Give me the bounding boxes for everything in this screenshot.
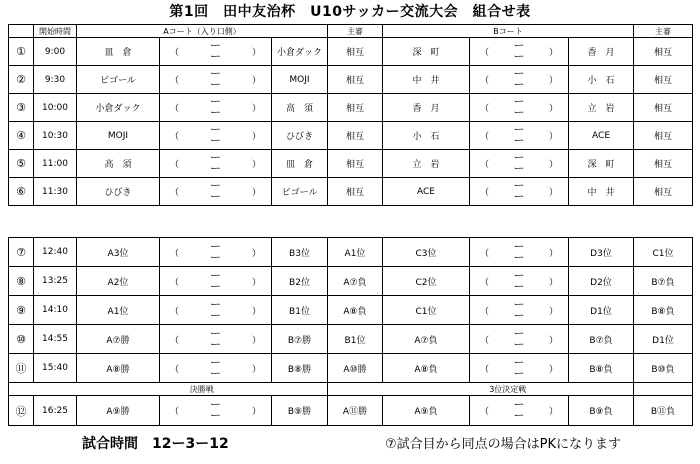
match-number: ⑪ — [9, 354, 34, 383]
b-court-team-2: 小 石 — [569, 66, 634, 94]
score-dash: ー — [210, 78, 221, 91]
a-court-score — [160, 94, 272, 122]
header-referee-a: 主審 — [328, 25, 383, 38]
start-time: 14:10 — [34, 296, 77, 325]
b-court-referee: 相互 — [634, 150, 693, 178]
score-box — [160, 355, 271, 380]
score-box — [470, 151, 568, 175]
start-time: 10:00 — [34, 94, 77, 122]
b-court-team-2: D3位 — [569, 238, 634, 267]
b-court-team-2: D1位 — [569, 296, 634, 325]
a-court-team-2: 皿 倉 — [272, 150, 328, 178]
a-court-team-2: B⑧勝 — [272, 354, 328, 383]
score-open: （ — [170, 48, 180, 58]
score-open: （ — [170, 132, 180, 142]
score-dash: ー — [513, 337, 525, 351]
score-dash: ー — [513, 78, 525, 91]
match-number: ③ — [9, 94, 34, 122]
score-open: （ — [480, 306, 490, 317]
score-box — [160, 398, 271, 422]
score-dash: ー — [513, 50, 525, 63]
score-dash: ー — [210, 50, 221, 63]
third-place-label: 3位決定戦 — [383, 383, 634, 396]
score-box — [470, 67, 568, 91]
start-time: 11:00 — [34, 150, 77, 178]
score-open: （ — [480, 76, 490, 86]
schedule-table-finals — [8, 237, 693, 426]
score-open: （ — [170, 188, 180, 198]
score-dash: ー — [513, 279, 525, 293]
a-court-team-1: MOJI — [77, 122, 160, 150]
score-close: ） — [549, 188, 559, 198]
b-court-team-1: A⑨負 — [383, 396, 470, 426]
b-court-score — [470, 150, 569, 178]
score-close: ） — [251, 160, 261, 170]
score-close: ） — [549, 76, 559, 86]
score-dash: ー — [210, 250, 221, 264]
a-court-score — [160, 66, 272, 94]
a-court-score — [160, 396, 272, 426]
score-dash: ー — [210, 123, 221, 136]
score-dash: ー — [513, 326, 525, 340]
score-open: （ — [170, 364, 180, 375]
a-court-team-2: B⑦勝 — [272, 325, 328, 354]
score-dash: ー — [513, 190, 525, 203]
header-blank — [9, 25, 34, 38]
b-court-referee: 相互 — [634, 122, 693, 150]
b-court-referee: C1位 — [634, 238, 693, 267]
score-dash: ー — [210, 134, 221, 147]
score-box — [470, 355, 568, 380]
score-dash: ー — [210, 95, 221, 108]
b-court-score — [470, 325, 569, 354]
score-dash: ー — [210, 308, 221, 322]
score-close: ） — [549, 160, 559, 170]
score-dash: ー — [513, 106, 525, 119]
score-open: （ — [480, 160, 490, 170]
final-match-row — [9, 396, 693, 426]
score-box — [470, 95, 568, 119]
b-court-score — [470, 66, 569, 94]
a-court-team-2: 小倉ダック — [272, 38, 328, 66]
b-court-team-2: 深 町 — [569, 150, 634, 178]
match-row — [9, 267, 693, 296]
match-row — [9, 38, 693, 66]
b-court-team-1: C2位 — [383, 267, 470, 296]
score-close: ） — [251, 277, 261, 288]
score-dash: ー — [513, 67, 525, 80]
score-dash: ー — [513, 134, 525, 147]
score-dash: ー — [513, 250, 525, 264]
a-court-team-1: 小倉ダック — [77, 94, 160, 122]
score-open: （ — [170, 160, 180, 170]
a-court-referee: 相互 — [328, 38, 383, 66]
b-court-team-1: C1位 — [383, 296, 470, 325]
score-box — [470, 179, 568, 203]
b-court-team-1: ACE — [383, 178, 470, 206]
a-court-referee: 相互 — [328, 122, 383, 150]
score-dash: ー — [513, 39, 525, 52]
header-a-court: Aコート（入り口側） — [77, 25, 328, 38]
b-court-referee: D1位 — [634, 325, 693, 354]
score-dash: ー — [210, 179, 221, 192]
a-court-team-2: ひびき — [272, 122, 328, 150]
a-court-team-1: A1位 — [77, 296, 160, 325]
a-court-score — [160, 38, 272, 66]
score-box — [470, 239, 568, 264]
score-box — [160, 67, 271, 91]
finals-rows — [9, 238, 693, 383]
match-row — [9, 66, 693, 94]
start-time: 13:25 — [34, 267, 77, 296]
score-box — [470, 39, 568, 63]
score-box — [470, 268, 568, 293]
match-number: ⑤ — [9, 150, 34, 178]
a-court-referee: A⑩勝 — [328, 354, 383, 383]
a-court-team-1: A⑧勝 — [77, 354, 160, 383]
score-box — [160, 297, 271, 322]
a-court-referee: 相互 — [328, 66, 383, 94]
score-dash: ー — [210, 39, 221, 52]
score-dash: ー — [210, 409, 221, 422]
score-dash: ー — [513, 162, 525, 175]
a-court-score — [160, 325, 272, 354]
a-court-team-2: 高 須 — [272, 94, 328, 122]
score-open: （ — [170, 104, 180, 114]
score-open: （ — [480, 407, 490, 417]
b-court-team-1: 香 月 — [383, 94, 470, 122]
b-court-score — [470, 238, 569, 267]
b-court-score — [470, 296, 569, 325]
b-court-referee: B⑩負 — [634, 354, 693, 383]
b-court-referee: 相互 — [634, 94, 693, 122]
a-court-team-2: B3位 — [272, 238, 328, 267]
a-court-team-2: B1位 — [272, 296, 328, 325]
score-close: ） — [251, 306, 261, 317]
score-dash: ー — [210, 355, 221, 369]
b-court-team-1: A⑦負 — [383, 325, 470, 354]
b-court-referee: 相互 — [634, 66, 693, 94]
score-dash: ー — [210, 106, 221, 119]
score-dash: ー — [210, 366, 221, 380]
header-b-court: Bコート — [383, 25, 634, 38]
score-box — [160, 179, 271, 203]
a-court-referee: 相互 — [328, 94, 383, 122]
b-court-score — [470, 122, 569, 150]
match-row — [9, 150, 693, 178]
group-stage-rows — [9, 38, 693, 206]
b-court-team-2: B⑦負 — [569, 325, 634, 354]
score-close: ） — [251, 104, 261, 114]
score-box — [160, 239, 271, 264]
b-court-team-1: 小 石 — [383, 122, 470, 150]
match-row — [9, 122, 693, 150]
score-box — [160, 123, 271, 147]
match-row — [9, 238, 693, 267]
score-dash: ー — [513, 268, 525, 282]
a-court-team-1: 皿 倉 — [77, 38, 160, 66]
start-time: 9:30 — [34, 66, 77, 94]
score-close: ） — [548, 335, 558, 346]
b-court-score — [470, 178, 569, 206]
score-box — [160, 326, 271, 351]
match-number: ② — [9, 66, 34, 94]
score-dash: ー — [210, 268, 221, 282]
match-row — [9, 354, 693, 383]
score-dash: ー — [513, 123, 525, 136]
a-court-referee: A⑦負 — [328, 267, 383, 296]
a-court-score — [160, 354, 272, 383]
score-close: ） — [548, 364, 558, 375]
a-court-score — [160, 178, 272, 206]
match-row — [9, 94, 693, 122]
start-time: 12:40 — [34, 238, 77, 267]
score-close: ） — [251, 248, 261, 259]
score-close: ） — [251, 132, 261, 142]
a-court-team-1: ひびき — [77, 178, 160, 206]
start-time: 14:55 — [34, 325, 77, 354]
score-dash: ー — [513, 398, 525, 411]
b-court-team-2: ACE — [569, 122, 634, 150]
match-number: ⑥ — [9, 178, 34, 206]
final-label-row — [9, 383, 693, 396]
score-open: （ — [480, 132, 490, 142]
match-row — [9, 296, 693, 325]
score-dash: ー — [210, 190, 221, 203]
score-dash: ー — [210, 67, 221, 80]
a-court-referee: A⑪勝 — [328, 396, 383, 426]
a-court-score — [160, 267, 272, 296]
a-court-team-1: ビゴール — [77, 66, 160, 94]
start-time: 15:40 — [34, 354, 77, 383]
match-number: ④ — [9, 122, 34, 150]
score-dash: ー — [513, 297, 525, 311]
a-court-referee: A⑧負 — [328, 296, 383, 325]
score-open: （ — [480, 248, 490, 259]
score-dash: ー — [210, 297, 221, 311]
b-court-team-2: 中 井 — [569, 178, 634, 206]
match-row — [9, 178, 693, 206]
b-court-score — [470, 396, 569, 426]
a-court-team-2: MOJI — [272, 66, 328, 94]
match-number: ⑧ — [9, 267, 34, 296]
score-dash: ー — [513, 151, 525, 164]
score-close: ） — [549, 48, 559, 58]
a-court-referee: 相互 — [328, 178, 383, 206]
score-close: ） — [549, 104, 559, 114]
b-court-team-2: D2位 — [569, 267, 634, 296]
score-box — [160, 268, 271, 293]
header-referee-b: 主審 — [634, 25, 693, 38]
score-dash: ー — [210, 398, 221, 411]
score-box — [160, 39, 271, 63]
score-dash: ー — [513, 308, 525, 322]
score-box — [470, 326, 568, 351]
score-dash: ー — [513, 95, 525, 108]
score-dash: ー — [513, 239, 525, 253]
score-dash: ー — [210, 239, 221, 253]
score-close: ） — [251, 188, 261, 198]
score-box — [470, 398, 568, 422]
score-dash: ー — [210, 279, 221, 293]
score-open: （ — [170, 76, 180, 86]
a-court-team-2: B⑨勝 — [272, 396, 328, 426]
b-court-team-2: B⑨負 — [569, 396, 634, 426]
start-time: 16:25 — [34, 396, 77, 426]
score-box — [470, 297, 568, 322]
a-court-team-1: A3位 — [77, 238, 160, 267]
a-court-team-1: 高 須 — [77, 150, 160, 178]
a-court-score — [160, 238, 272, 267]
start-time: 11:30 — [34, 178, 77, 206]
score-dash: ー — [210, 162, 221, 175]
b-court-score — [470, 267, 569, 296]
pk-note: ⑦試合目から同点の場合はPKになります — [385, 437, 622, 452]
b-court-referee: 相互 — [634, 38, 693, 66]
score-open: （ — [480, 104, 490, 114]
b-court-referee: B⑧負 — [634, 296, 693, 325]
b-court-score — [470, 38, 569, 66]
b-court-referee: 相互 — [634, 178, 693, 206]
a-court-referee: 相互 — [328, 150, 383, 178]
score-dash: ー — [210, 151, 221, 164]
b-court-referee: B⑪負 — [634, 396, 693, 426]
a-court-team-1: A⑨勝 — [77, 396, 160, 426]
score-close: ） — [251, 76, 261, 86]
a-court-team-2: B2位 — [272, 267, 328, 296]
score-open: （ — [480, 48, 490, 58]
score-dash: ー — [513, 179, 525, 192]
match-number: ⑨ — [9, 296, 34, 325]
a-court-team-1: A2位 — [77, 267, 160, 296]
score-close: ） — [251, 407, 261, 417]
score-close: ） — [251, 335, 261, 346]
score-open: （ — [170, 407, 180, 417]
score-dash: ー — [513, 355, 525, 369]
score-box — [470, 123, 568, 147]
score-close: ） — [251, 364, 261, 375]
score-open: （ — [170, 277, 180, 288]
score-open: （ — [480, 364, 490, 375]
score-close: ） — [548, 407, 558, 417]
a-court-team-2: ビゴール — [272, 178, 328, 206]
b-court-team-1: 立 岩 — [383, 150, 470, 178]
match-row — [9, 325, 693, 354]
header-time: 開始時間 — [34, 25, 77, 38]
b-court-referee: B⑦負 — [634, 267, 693, 296]
match-time: 試合時間 12ー3ー12 — [82, 436, 229, 452]
b-court-team-2: 香 月 — [569, 38, 634, 66]
start-time: 9:00 — [34, 38, 77, 66]
a-court-score — [160, 150, 272, 178]
match-number: ① — [9, 38, 34, 66]
score-open: （ — [170, 248, 180, 259]
score-open: （ — [170, 306, 180, 317]
score-close: ） — [548, 248, 558, 259]
score-close: ） — [548, 277, 558, 288]
score-close: ） — [251, 48, 261, 58]
schedule-table-group — [8, 24, 693, 206]
score-close: ） — [548, 306, 558, 317]
a-court-score — [160, 122, 272, 150]
b-court-team-2: B⑧負 — [569, 354, 634, 383]
score-open: （ — [480, 277, 490, 288]
b-court-team-1: 中 井 — [383, 66, 470, 94]
score-dash: ー — [513, 409, 525, 422]
score-close: ） — [549, 132, 559, 142]
score-dash: ー — [210, 326, 221, 340]
a-court-team-1: A⑦勝 — [77, 325, 160, 354]
header-row — [9, 25, 693, 38]
score-open: （ — [480, 188, 490, 198]
a-court-score — [160, 296, 272, 325]
score-open: （ — [480, 335, 490, 346]
score-box — [160, 151, 271, 175]
score-dash: ー — [513, 366, 525, 380]
match-number: ⑫ — [9, 396, 34, 426]
match-row — [9, 396, 693, 426]
match-number: ⑩ — [9, 325, 34, 354]
match-number: ⑦ — [9, 238, 34, 267]
page-title: 第1回 田中友治杯 U10サッカー交流大会 組合せ表 — [169, 4, 531, 20]
b-court-score — [470, 354, 569, 383]
score-dash: ー — [210, 337, 221, 351]
a-court-referee: A1位 — [328, 238, 383, 267]
b-court-team-1: A⑧負 — [383, 354, 470, 383]
a-court-referee: B1位 — [328, 325, 383, 354]
score-box — [160, 95, 271, 119]
b-court-score — [470, 94, 569, 122]
final-label: 決勝戦 — [77, 383, 328, 396]
b-court-team-1: C3位 — [383, 238, 470, 267]
score-open: （ — [170, 335, 180, 346]
b-court-team-2: 立 岩 — [569, 94, 634, 122]
start-time: 10:30 — [34, 122, 77, 150]
b-court-team-1: 深 町 — [383, 38, 470, 66]
